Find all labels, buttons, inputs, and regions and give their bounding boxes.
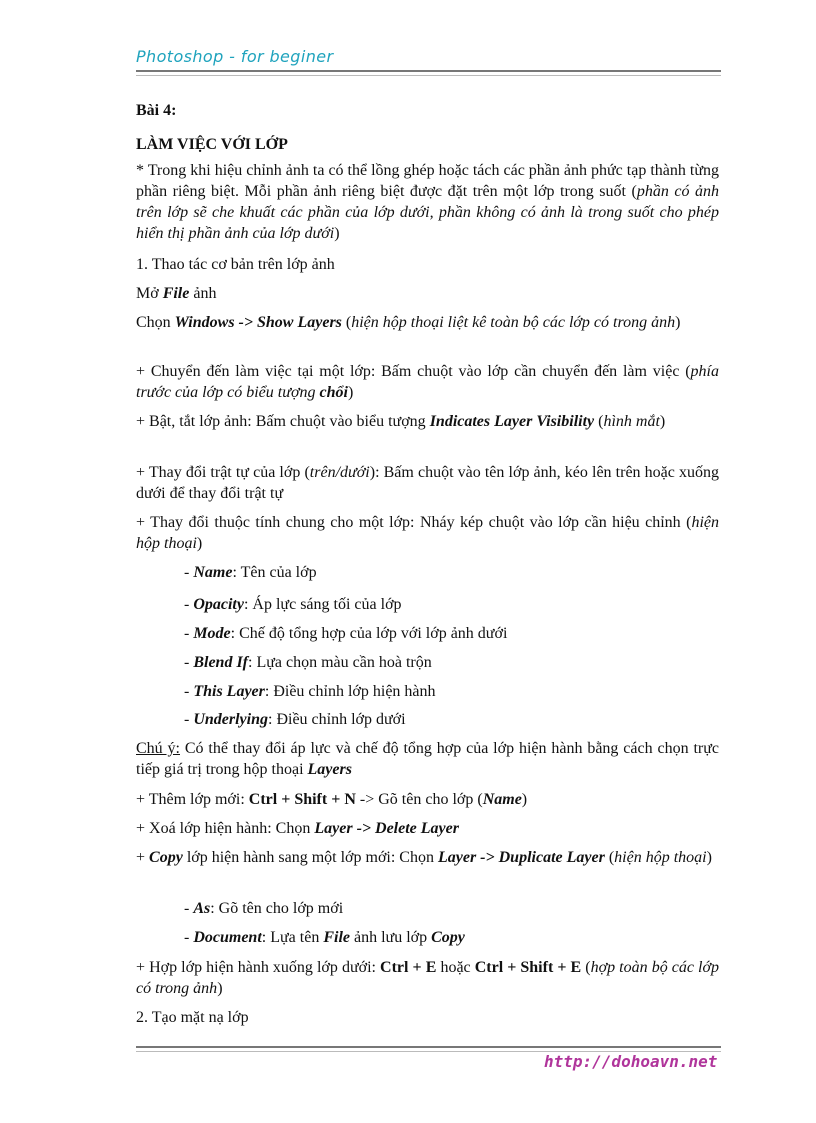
- intro-paragraph: * Trong khi hiệu chỉnh ảnh ta có thể lồng ghép hoặc tách các phần ảnh phức tạp thành từng phần riêng biệt. Mỗi phần ảnh riêng biệt được đặt trên một lớp trong suốt (phần có ảnh trên lớp sẽ che khuất các phần của lớp dưới, phần không có ảnh là trong suốt cho phép hiển thị phần ảnh của lớp dưới): [136, 162, 719, 242]
- section-1-heading: 1. Thao tác cơ bản trên lớp ảnh: [136, 256, 335, 273]
- option-mode: - Mode: Chế độ tổng hợp của lớp với lớp ảnh dưới: [184, 625, 508, 642]
- option-underlying: - Underlying: Điều chỉnh lớp dưới: [184, 711, 406, 728]
- move-layer-line: + Chuyển đến làm việc tại một lớp: Bấm chuột vào lớp cần chuyển đến làm việc (phía trước của lớp có biểu tượng chổi): [136, 363, 719, 401]
- header-title: Photoshop - for beginer: [136, 47, 334, 66]
- section-2-heading: 2. Tạo mặt nạ lớp: [136, 1009, 249, 1026]
- lesson-number: Bài 4:: [136, 102, 177, 119]
- new-layer-line: + Thêm lớp mới: Ctrl + Shift + N -> Gõ tên cho lớp (Name): [136, 791, 528, 808]
- properties-line: + Thay đổi thuộc tính chung cho một lớp: Nháy kép chuột vào lớp cần hiệu chỉnh (hiện hộp thoại): [136, 514, 719, 552]
- merge-layer-line: + Hợp lớp hiện hành xuống lớp dưới: Ctrl + E hoặc Ctrl + Shift + E (hợp toàn bộ các lớp có trong ảnh): [136, 959, 719, 997]
- option-opacity: - Opacity: Áp lực sáng tối của lớp: [184, 596, 402, 613]
- open-file-line: Mở File ảnh: [136, 285, 217, 302]
- footer-url: http://dohoavn.net: [544, 1052, 718, 1071]
- note-paragraph: Chú ý: Có thể thay đổi áp lực và chế độ tổng hợp của lớp hiện hành bằng cách chọn trực tiếp giá trị trong hộp thoại Layers: [136, 740, 719, 778]
- visibility-line: + Bật, tắt lớp ảnh: Bấm chuột vào biểu tượng Indicates Layer Visibility (hình mắt): [136, 413, 666, 430]
- order-line: + Thay đổi trật tự của lớp (trên/dưới): Bấm chuột vào tên lớp ảnh, kéo lên trên hoặc xuống dưới để thay đổi trật tự: [136, 464, 720, 502]
- header-rule: [136, 70, 721, 76]
- option-this-layer: - This Layer: Điều chỉnh lớp hiện hành: [184, 683, 436, 700]
- option-blend-if: - Blend If: Lựa chọn màu cần hoà trộn: [184, 654, 432, 671]
- option-document: - Document: Lựa tên File ảnh lưu lớp Copy: [184, 929, 465, 946]
- copy-layer-line: + Copy lớp hiện hành sang một lớp mới: Chọn Layer -> Duplicate Layer (hiện hộp thoại): [136, 849, 712, 866]
- option-as: - As: Gõ tên cho lớp mới: [184, 900, 344, 917]
- lesson-title: LÀM VIỆC VỚI LỚP: [136, 136, 288, 153]
- show-layers-line: Chọn Windows -> Show Layers (hiện hộp thoại liệt kê toàn bộ các lớp có trong ảnh): [136, 314, 681, 331]
- option-name: - Name: Tên của lớp: [184, 564, 317, 581]
- delete-layer-line: + Xoá lớp hiện hành: Chọn Layer -> Delete Layer: [136, 820, 459, 837]
